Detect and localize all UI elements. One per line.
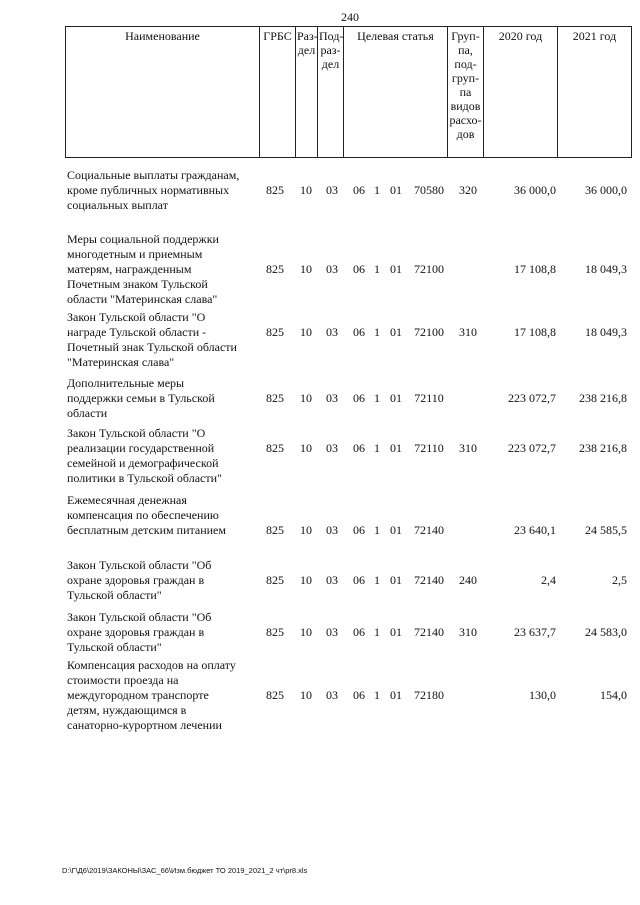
header-target: Целевая статья [344, 27, 448, 158]
cell-t2: 1 [374, 625, 380, 639]
cell-podrazdel: 03 [326, 625, 338, 639]
row-name-line: Компенсация расходов на оплату [67, 658, 236, 672]
cell-y2021: 24 583,0 [585, 625, 627, 639]
row-name-line: Закон Тульской области "О [67, 426, 206, 440]
row-name [67, 558, 259, 603]
cell-t4: 72140 [414, 523, 444, 537]
row-name-line: охране здоровья граждан в [67, 573, 205, 587]
header-group-line: Груп- [451, 29, 480, 43]
cell-t2: 1 [374, 688, 380, 702]
row-name-line: бесплатным детским питанием [67, 523, 226, 537]
row-name-line: Почетный знак Тульской области [67, 340, 237, 354]
row-name [67, 493, 259, 538]
cell-razdel: 10 [300, 573, 312, 587]
cell-t4: 72110 [414, 391, 444, 405]
row-name-line: Почетным знаком Тульской [67, 277, 208, 291]
row-name-line: Закон Тульской области "О [67, 310, 206, 324]
cell-y2020: 17 108,8 [514, 262, 556, 276]
cell-y2020: 36 000,0 [514, 183, 556, 197]
header-razdel-line: Раз- [297, 29, 318, 43]
cell-t4: 72180 [414, 688, 444, 702]
cell-y2021: 2,5 [612, 573, 627, 587]
cell-grbs: 825 [266, 262, 284, 276]
row-name [67, 426, 259, 486]
cell-vid: 310 [459, 325, 477, 339]
row-name-line: поддержки семьи в Тульской [67, 391, 215, 405]
page-number: 240 [341, 10, 359, 24]
cell-podrazdel: 03 [326, 391, 338, 405]
cell-grbs: 825 [266, 688, 284, 702]
row-name-line: Дополнительные меры [67, 376, 185, 390]
cell-t1: 06 [353, 573, 365, 587]
cell-y2020: 223 072,7 [508, 391, 556, 405]
row-name-line: социальных выплат [67, 198, 168, 212]
cell-t3: 01 [390, 183, 402, 197]
row-name-line: кроме публичных нормативных [67, 183, 230, 197]
cell-razdel: 10 [300, 183, 312, 197]
row-name-line: реализации государственной [67, 441, 215, 455]
row-name-line: Тульской области" [67, 588, 162, 602]
cell-y2021: 18 049,3 [585, 262, 627, 276]
row-name-line: стоимости проезда на [67, 673, 179, 687]
cell-vid: 240 [459, 573, 477, 587]
cell-y2020: 17 108,8 [514, 325, 556, 339]
cell-y2020: 130,0 [529, 688, 556, 702]
cell-y2020: 23 640,1 [514, 523, 556, 537]
cell-podrazdel: 03 [326, 183, 338, 197]
row-name-line: Социальные выплаты гражданам, [67, 168, 240, 182]
cell-razdel: 10 [300, 523, 312, 537]
row-name-line: Закон Тульской области "Об [67, 558, 212, 572]
cell-t2: 1 [374, 391, 380, 405]
cell-t1: 06 [353, 441, 365, 455]
row-name-line: семейной и демографической [67, 456, 219, 470]
cell-vid: 310 [459, 441, 477, 455]
row-name-line: области [67, 406, 108, 420]
cell-t4: 70580 [414, 183, 444, 197]
header-group [448, 27, 484, 158]
cell-razdel: 10 [300, 391, 312, 405]
cell-podrazdel: 03 [326, 523, 338, 537]
cell-y2021: 36 000,0 [585, 183, 627, 197]
cell-y2020: 23 637,7 [514, 625, 556, 639]
row-name-line: Меры социальной поддержки [67, 232, 219, 246]
cell-t3: 01 [390, 441, 402, 455]
cell-grbs: 825 [266, 391, 284, 405]
row-name-line: охране здоровья граждан в [67, 625, 205, 639]
cell-t3: 01 [390, 523, 402, 537]
cell-t1: 06 [353, 688, 365, 702]
cell-podrazdel: 03 [326, 573, 338, 587]
cell-t1: 06 [353, 325, 365, 339]
header-group-line: па [459, 85, 472, 99]
header-group-line: па, [458, 43, 473, 57]
cell-grbs: 825 [266, 325, 284, 339]
cell-y2021: 238 216,8 [579, 441, 627, 455]
cell-t4: 72110 [414, 441, 444, 455]
cell-razdel: 10 [300, 625, 312, 639]
row-name-line: компенсация по обеспечению [67, 508, 219, 522]
cell-grbs: 825 [266, 573, 284, 587]
cell-t1: 06 [353, 391, 365, 405]
cell-t1: 06 [353, 625, 365, 639]
header-podrazdel-line: раз- [320, 43, 341, 57]
row-name [67, 168, 259, 213]
cell-y2021: 18 049,3 [585, 325, 627, 339]
row-name-line: Ежемесячная денежная [67, 493, 187, 507]
cell-t4: 72100 [414, 325, 444, 339]
cell-t3: 01 [390, 262, 402, 276]
header-2021: 2021 год [558, 27, 632, 158]
cell-t2: 1 [374, 262, 380, 276]
cell-vid: 320 [459, 183, 477, 197]
cell-t2: 1 [374, 523, 380, 537]
cell-t4: 72140 [414, 573, 444, 587]
header-podrazdel-line: дел [321, 57, 340, 71]
row-name-line: матерям, награжденным [67, 262, 192, 276]
header-group-line: дов [456, 127, 475, 141]
cell-podrazdel: 03 [326, 441, 338, 455]
header-group-line: расхо- [449, 113, 482, 127]
cell-t1: 06 [353, 523, 365, 537]
header-group-line: под- [454, 57, 477, 71]
header-podrazdel-line: Под- [319, 29, 344, 43]
cell-razdel: 10 [300, 688, 312, 702]
cell-razdel: 10 [300, 262, 312, 276]
cell-razdel: 10 [300, 325, 312, 339]
cell-t3: 01 [390, 391, 402, 405]
cell-y2020: 2,4 [541, 573, 556, 587]
table-header [65, 26, 632, 158]
file-path-footer: D:\Г\Д6\2019\ЗАКОНЫ\ЗАС_66\Изм.бюджет ТО 2019_2021_2 чт\pr8.xls [62, 866, 308, 875]
row-name [67, 310, 259, 370]
row-name-line: области "Материнская слава" [67, 292, 218, 306]
cell-podrazdel: 03 [326, 262, 338, 276]
row-name-line: "Материнская слава" [67, 355, 175, 369]
row-name-line: Закон Тульской области "Об [67, 610, 212, 624]
header-razdel-line: дел [297, 43, 316, 57]
cell-t4: 72140 [414, 625, 444, 639]
header-name: Наименование [66, 27, 260, 158]
cell-y2021: 154,0 [600, 688, 627, 702]
row-name-line: санаторно-курортном лечении [67, 718, 222, 732]
cell-podrazdel: 03 [326, 325, 338, 339]
cell-podrazdel: 03 [326, 688, 338, 702]
row-name-line: междугородном транспорте [67, 688, 209, 702]
cell-grbs: 825 [266, 625, 284, 639]
row-name-line: многодетным и приемным [67, 247, 203, 261]
cell-t2: 1 [374, 441, 380, 455]
row-name-line: Тульской области" [67, 640, 162, 654]
cell-t3: 01 [390, 688, 402, 702]
header-2020: 2020 год [484, 27, 558, 158]
row-name [67, 232, 259, 307]
cell-t2: 1 [374, 183, 380, 197]
row-name [67, 376, 259, 421]
row-name [67, 658, 259, 733]
cell-t2: 1 [374, 325, 380, 339]
cell-t4: 72100 [414, 262, 444, 276]
cell-t3: 01 [390, 573, 402, 587]
row-name-line: детям, нуждающимся в [67, 703, 187, 717]
header-group-line: груп- [451, 71, 480, 85]
cell-grbs: 825 [266, 523, 284, 537]
header-razdel [296, 27, 318, 158]
cell-y2021: 238 216,8 [579, 391, 627, 405]
row-name [67, 610, 259, 655]
cell-t3: 01 [390, 325, 402, 339]
cell-grbs: 825 [266, 441, 284, 455]
cell-razdel: 10 [300, 441, 312, 455]
cell-grbs: 825 [266, 183, 284, 197]
row-name-line: политики в Тульской области" [67, 471, 222, 485]
cell-vid: 310 [459, 625, 477, 639]
cell-t1: 06 [353, 262, 365, 276]
header-grbs: ГРБС [260, 27, 296, 158]
cell-t2: 1 [374, 573, 380, 587]
cell-t1: 06 [353, 183, 365, 197]
cell-t3: 01 [390, 625, 402, 639]
header-group-line: видов [450, 99, 481, 113]
row-name-line: награде Тульской области - [67, 325, 207, 339]
cell-y2021: 24 585,5 [585, 523, 627, 537]
header-podrazdel [318, 27, 344, 158]
cell-y2020: 223 072,7 [508, 441, 556, 455]
